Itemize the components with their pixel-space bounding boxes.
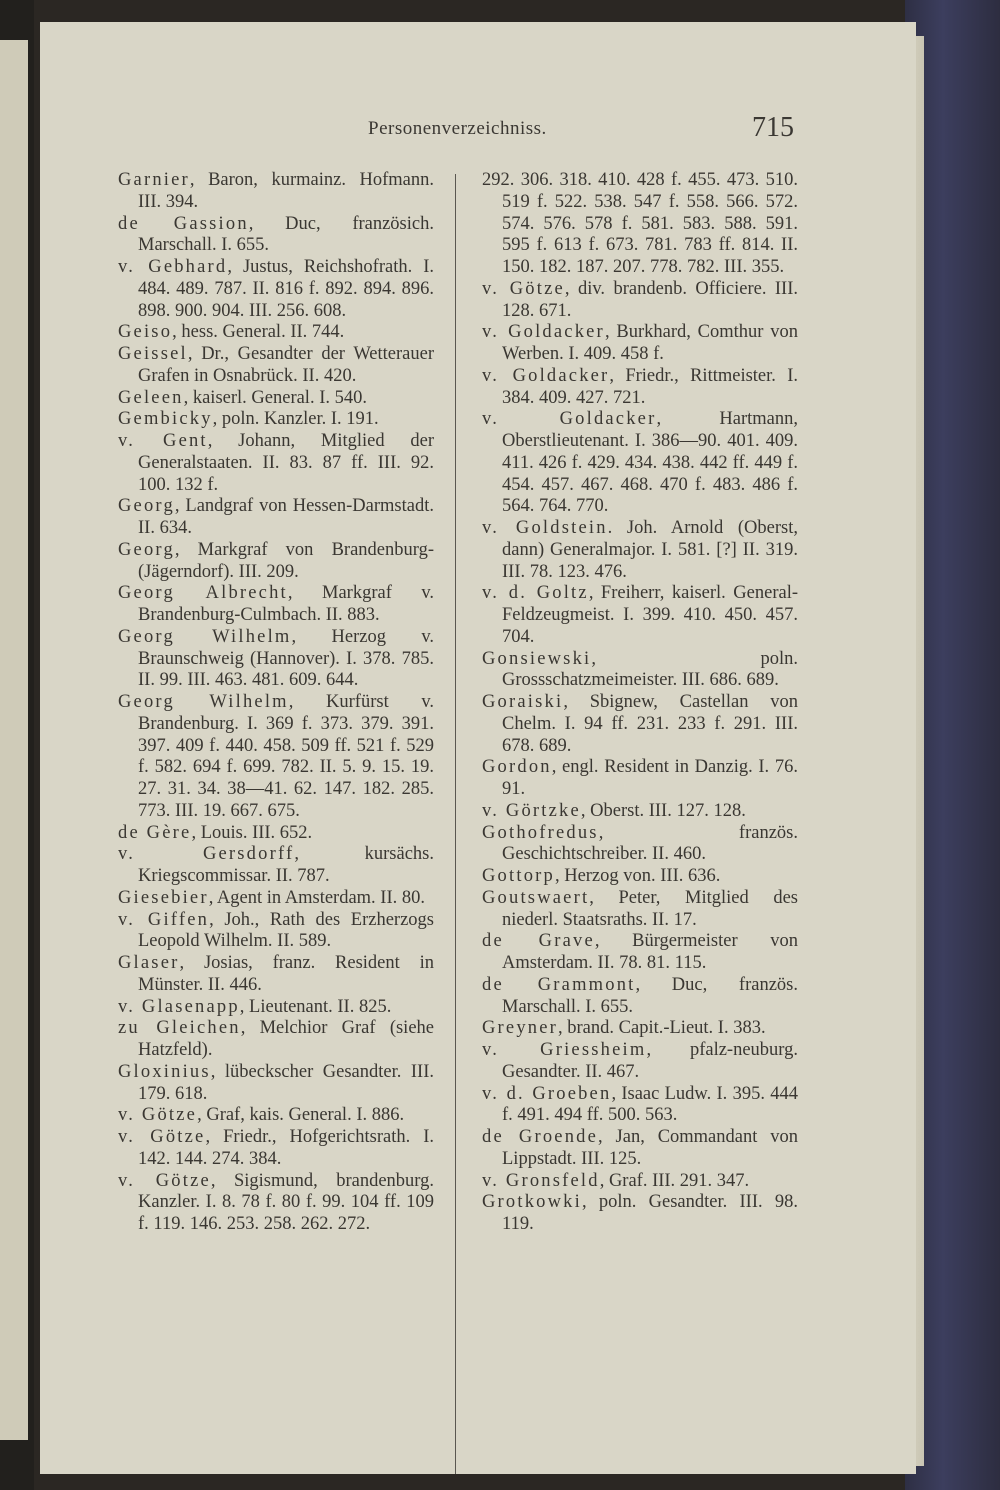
entry-details: 292. 306. 318. 410. 428 f. 455. 473. 510. 519 f. 522. 538. 547 f. 558. 566. 572. 574. 576. 578 f. 581. 583. 588. 591. 595 f. 613 f. 673. 781. 783 ff. 814. II. 150. 182. 187. 207. 778. 782. III. 355. <box>482 170 798 277</box>
index-entry <box>118 910 434 954</box>
book-page <box>40 22 916 1474</box>
entry-name: Greyner <box>482 1018 559 1039</box>
index-entry <box>482 366 798 410</box>
entry-details: , Duc, französich. Marschall. I. 655. <box>138 213 434 256</box>
entry-details: , Sbignew, Castellan von Chelm. I. 94 ff. 231. 233 f. 291. III. 678. 689. <box>502 692 798 756</box>
entry-details: , div. brandenb. Officiere. III. 128. 671. <box>502 278 798 321</box>
index-entry <box>482 975 798 1019</box>
index-entry <box>118 953 434 997</box>
entry-details: , Burkhard, Comthur von Werben. I. 409. 458 f. <box>502 322 799 364</box>
index-entry <box>482 1127 798 1171</box>
entry-name: v. Götze <box>118 1105 198 1126</box>
entry-name: Gottorp <box>482 866 555 886</box>
entry-details: , Johann, Mitglied der Generalstaaten. II. 83. 87 ff. III. 92. 100. 132 f. <box>138 431 434 495</box>
entry-name: Gloxinius <box>118 1061 211 1082</box>
index-entry <box>118 844 434 888</box>
entry-name: Goraiski <box>482 692 564 712</box>
entry-details: , Oberst. III. 127. 128. <box>580 800 746 821</box>
entry-name: v. Goldacker <box>482 365 610 386</box>
entry-name: v. Goldacker <box>482 322 605 343</box>
entry-details: . Joh. Arnold (Oberst, dann) Generalmajor. I. 581. [?] II. 319. III. 78. 123. 476. <box>502 518 799 582</box>
index-entry <box>118 583 434 627</box>
entry-name: de Gassion <box>118 213 249 234</box>
entry-details: , Graf. III. 291. 347. <box>599 1170 750 1191</box>
entry-details: , poln. Kanzler. I. 191. <box>212 409 379 430</box>
index-entry <box>482 1040 798 1084</box>
entry-name: v. Goldstein <box>482 518 608 538</box>
entry-name: Gonsiewski <box>482 648 592 669</box>
index-entry <box>118 1062 434 1106</box>
entry-details: , Sigismund, brandenburg. Kanzler. I. 8. 78 f. 80 f. 99. 104 ff. 109 f. 119. 146. 253. 258. 262. 272. <box>138 1170 434 1234</box>
entry-details: , kaiserl. General. I. 540. <box>183 387 367 408</box>
entry-name: Georg Albrecht <box>118 583 288 604</box>
entry-details: , französ. Geschichtschreiber. II. 460. <box>502 822 798 865</box>
index-entry <box>482 1018 798 1040</box>
entry-details: , Lieutenant. II. 825. <box>239 996 392 1017</box>
index-entry <box>118 388 434 410</box>
index-entry <box>118 997 434 1019</box>
index-entry <box>118 344 434 388</box>
entry-name: de Grammont <box>482 974 636 995</box>
entry-name: Georg <box>118 539 175 560</box>
entry-name: Gothofredus <box>482 822 599 843</box>
entry-name: v. Gronsfeld <box>482 1170 600 1191</box>
entry-details: , poln. Grossschatzmeimeister. III. 686. 689. <box>502 648 798 691</box>
entry-details: , lübeckscher Gesandter. III. 179. 618. <box>138 1061 434 1104</box>
index-entry <box>482 931 798 975</box>
entry-name: v. Götze <box>118 1170 211 1191</box>
entry-details: , Freiherr, kaiserl. General-Feldzeugmeist. I. 399. 410. 450. 457. 704. <box>502 583 798 647</box>
index-entry <box>118 823 434 845</box>
entry-details: , Melchior Graf (siehe Hatzfeld). <box>138 1018 434 1060</box>
index-entry <box>482 1084 798 1128</box>
right-column <box>482 170 798 1236</box>
left-column <box>118 170 434 1236</box>
index-entry <box>482 888 798 932</box>
index-entry <box>118 431 434 496</box>
entry-name: v. Gebhard <box>118 257 228 277</box>
entry-details: , Louis. III. 652. <box>191 822 313 843</box>
entry-details: , Herzog v. Braunschweig (Hannover). I. 378. 785. II. 99. III. 463. 481. 609. 644. <box>138 626 435 691</box>
entry-details: , Josias, franz. Resident in Münster. II. 446. <box>138 953 434 995</box>
index-entry <box>118 170 434 214</box>
entry-details: , Friedr., Rittmeister. I. 384. 409. 427. 721. <box>502 365 798 408</box>
index-entry <box>118 1018 434 1062</box>
page-number: 715 <box>752 112 794 143</box>
index-entry <box>118 1127 434 1171</box>
index-entry <box>482 409 798 518</box>
entry-name: Georg <box>118 496 175 517</box>
index-entry <box>118 322 434 344</box>
index-entry <box>118 214 434 258</box>
entry-details: , poln. Gesandter. III. 98. 119. <box>502 1192 798 1234</box>
index-entry <box>118 540 434 584</box>
entry-name: Goutswaert <box>482 887 590 908</box>
index-entry <box>482 757 798 801</box>
index-entry <box>482 692 798 757</box>
entry-name: de Gère <box>118 822 192 843</box>
entry-details: , Joh., Rath des Erzherzogs Leopold Wilhelm. II. 589. <box>138 909 434 952</box>
entry-name: Grotkowki <box>482 1192 582 1213</box>
previous-page-strip <box>0 40 28 1440</box>
entry-details: , Jan, Commandant von Lippstadt. III. 125. <box>502 1127 798 1169</box>
entry-name: v. Goldacker <box>482 409 657 430</box>
entry-name: Gordon <box>482 757 552 778</box>
entry-details: , Isaac Ludw. I. 395. 444 f. 491. 494 ff. 500. 563. <box>502 1083 799 1126</box>
entry-details: , hess. General. II. 744. <box>172 322 345 343</box>
entry-name: v. Glasenapp <box>118 996 240 1017</box>
index-entry <box>118 627 434 692</box>
entry-details: , Hartmann, Oberstlieutenant. I. 386—90. 401. 409. 411. 426 f. 429. 434. 438. 442 ff. 449 f. 454. 457. 467. 468. 470 f. 483. 486 f. 564. 764. 770. <box>502 409 798 517</box>
entry-name: v. d. Groeben <box>482 1083 612 1104</box>
index-entry <box>118 409 434 431</box>
entry-details: , Friedr., Hofgerichtsrath. I. 142. 144. 274. 384. <box>138 1127 435 1169</box>
entry-name: Giesebier <box>118 887 209 908</box>
entry-name: Geissel <box>118 344 188 364</box>
entry-details: , Duc, französ. Marschall. I. 655. <box>502 974 798 1017</box>
entry-name: Geiso <box>118 322 173 343</box>
entry-name: v. Götze <box>118 1127 206 1147</box>
page-header <box>40 112 916 158</box>
index-entry <box>118 692 434 823</box>
entry-details: , Baron, kurmainz. Hofmann. III. 394. <box>138 170 434 212</box>
index-entry <box>482 1192 798 1236</box>
entry-name: Garnier <box>118 170 190 190</box>
index-entry <box>482 823 798 867</box>
entry-details: , Markgraf von Brandenburg-(Jägerndorf). III. 209. <box>138 539 434 582</box>
entry-name: Gembicky <box>118 409 213 430</box>
index-entry <box>482 801 798 823</box>
entry-name: de Grave <box>482 931 595 952</box>
entry-details: , pfalz-neuburg. Gesandter. II. 467. <box>502 1040 798 1082</box>
running-title: Personenverzeichniss. <box>368 118 547 139</box>
entry-details: , Kurfürst v. Brandenburg. I. 369 f. 373. 379. 391. 397. 409 f. 440. 458. 509 ff. 521 f. 529 f. 582. 694 f. 699. 782. II. 5. 9. 15. 19. 27. 31. 34. 38—41. 62. 147. 182. 285. 773. III. 19. 667. 675. <box>138 692 435 821</box>
index-entry <box>482 170 798 279</box>
entry-details: , Markgraf v. Brandenburg-Culmbach. II. 883. <box>138 583 435 625</box>
entry-name: v. Giffen <box>118 909 210 930</box>
entry-name: Geleen <box>118 387 184 408</box>
entry-details: , Landgraf von Hessen-Darmstadt. II. 634. <box>138 496 434 538</box>
entry-details: , Agent in Amsterdam. II. 80. <box>208 887 426 908</box>
entry-details: , Peter, Mitglied des niederl. Staatsraths. II. 17. <box>502 887 798 930</box>
column-divider <box>455 174 456 1474</box>
entry-details: , Dr., Gesandter der Wetterauer Grafen in Osnabrück. II. 420. <box>138 344 434 386</box>
entry-details: , Bürgermeister von Amsterdam. II. 78. 81. 115. <box>502 931 798 973</box>
index-entry <box>482 866 798 888</box>
entry-name: v. Gent <box>118 431 208 451</box>
entry-name: Georg Wilhelm <box>118 626 292 647</box>
entry-name: de Groende <box>482 1127 599 1147</box>
entry-name: Georg Wilhelm <box>118 692 289 712</box>
entry-details: , Herzog von. III. 636. <box>554 866 721 886</box>
entry-details: , brand. Capit.-Lieut. I. 383. <box>558 1018 766 1039</box>
index-entry <box>118 496 434 540</box>
entry-name: v. Griessheim <box>482 1040 647 1060</box>
index-entry <box>118 257 434 322</box>
index-entry <box>482 583 798 648</box>
entry-details: , Justus, Reichshofrath. I. 484. 489. 787. II. 816 f. 892. 894. 896. 898. 900. 904. III. 256. 608. <box>138 257 434 321</box>
entry-name: zu Gleichen <box>118 1018 241 1039</box>
entry-name: v. d. Goltz <box>482 583 589 604</box>
index-entry <box>482 518 798 583</box>
index-entry <box>118 1171 434 1236</box>
entry-name: v. Görtzke <box>482 800 581 821</box>
index-entry <box>482 649 798 693</box>
entry-details: , kursächs. Kriegscommissar. II. 787. <box>138 844 435 886</box>
index-entry <box>118 888 434 910</box>
index-entry <box>118 1105 434 1127</box>
entry-name: Glaser <box>118 953 180 973</box>
entry-name: v. Götze <box>482 278 565 299</box>
entry-details: , engl. Resident in Danzig. I. 76. 91. <box>502 757 798 799</box>
index-entry <box>482 322 798 366</box>
entry-name: v. Gersdorff <box>118 844 295 865</box>
index-entry <box>482 1171 798 1193</box>
entry-details: , Graf, kais. General. I. 886. <box>197 1105 405 1126</box>
index-entry <box>482 279 798 323</box>
